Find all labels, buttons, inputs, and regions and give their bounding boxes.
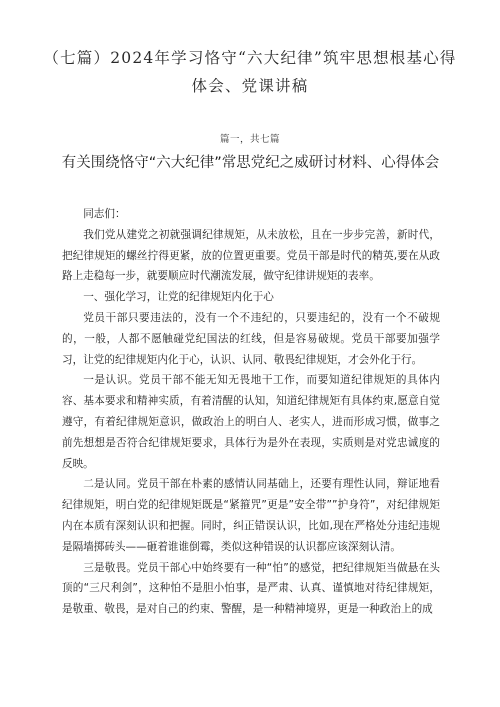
paragraph-reverence: 三是敬畏。党员干部心中始终要有一种“怕”的感觉，把纪律规矩当做悬在头顶的“三尺利剑”，这种怕不是胆小怕事，是严肃、认真、谨慎地对待纪律规矩，是敬重、敬畏，是对自己的约束、警醒，是一种精神境界，更是一种政治上的成 [62, 561, 440, 616]
salutation: 同志们： [83, 208, 126, 220]
paragraph-recognition: 一是认识。党员干部不能无知无畏地干工作，而要知道纪律规矩的具体内容、基本要求和精神实质，有着清醒的认知，知道纪律规矩有具体约束,愿意自觉遵守，有着纪律规矩意识，做政治上的明白人、老实人，进而形成习惯，做事之前先想想是否符合纪律规矩要求，具体行为是外在表现，实质则是对党忠诚度的反映。 [62, 374, 440, 470]
article-title: 有关围绕恪守“六大纪律”常思党纪之威研讨材料、心得体会 [61, 155, 440, 171]
paragraph-intro: 我们党从建党之初就强调纪律规矩，从未放松，且在一步步完善，新时代，把纪律规矩的螺丝拧得更紧，放的位置更重要。党员干部是时代的精英,要在从政路上走稳每一步，就要顺应时代潮流发展，做守纪律讲规矩的表率。 [62, 228, 440, 283]
article-body [62, 204, 440, 620]
paragraph-identification: 二是认同。党员干部在朴素的感情认同基础上，还要有理性认同，辩证地看纪律规矩，明白党的纪律规矩既是“紧箍咒”更是”安全带””护身符”，对纪律规矩内在本质有深刻认识和把握。同时，纠正错误认识，比如,现在严格处分违纪违规是隔墙掷砖头——砸着谁谁倒霉，类似这种错误的认识都应该深刻认清。 [62, 478, 440, 553]
document-title: （七篇）2024年学习恪守“六大纪律”筑牢思想根基心得体会、党课讲稿 [43, 49, 457, 95]
section-heading-1: 一、强化学习，让党的纪律规矩内化于心 [83, 291, 274, 304]
paragraph-section-1: 党员干部只要违法的，没有一个不违纪的，只要违纪的，没有一个不破规的，一般，人都不愿触碰党纪国法的红线，但是容易破规。党员干部要加强学习，让党的纪律规矩内化于心，认识、认同、敬畏纪律规矩，才会外化于行。 [62, 311, 440, 366]
part-label: 篇一，共七篇 [219, 134, 280, 145]
